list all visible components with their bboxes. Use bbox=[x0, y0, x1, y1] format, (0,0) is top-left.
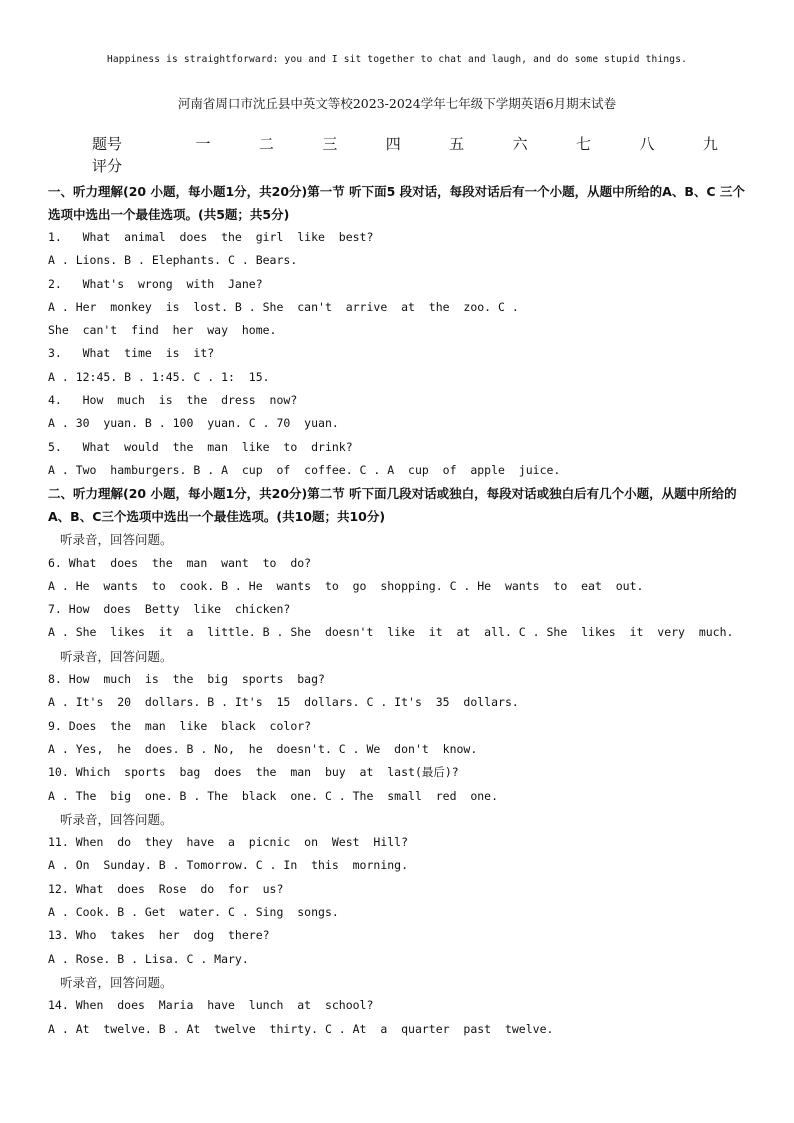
question-line: A . She likes it a little. B . She doesn't like it at all. C . She likes it very much. bbox=[48, 625, 734, 640]
question-line: 14. When does Maria have lunch at school? bbox=[48, 998, 374, 1013]
column-7: 七 bbox=[576, 134, 592, 153]
question-line: A . He wants to cook. B . He wants to go shopping. C . He wants to eat out. bbox=[48, 578, 644, 593]
column-2: 二 bbox=[258, 134, 274, 153]
score-row bbox=[92, 154, 742, 176]
column-6: 六 bbox=[512, 134, 528, 153]
question-line: 1. What animal does the girl like best? bbox=[48, 230, 374, 244]
section-1-questions bbox=[48, 226, 748, 482]
row-label: 题号 bbox=[92, 134, 123, 153]
question-line: A . Rose. B . Lisa. C . Mary. bbox=[48, 951, 249, 966]
question-line: 10. Which sports bag does the man buy at last(最后)? bbox=[48, 765, 459, 780]
exam-title: 河南省周口市沈丘县中英文等校2023-2024学年七年级下学期英语6月期末试卷 bbox=[177, 96, 617, 111]
column-4: 四 bbox=[385, 134, 401, 153]
question-line: A . It's 20 dollars. B . It's 15 dollars. C . It's 35 dollars. bbox=[48, 695, 519, 710]
question-line: 11. When do they have a picnic on West Hill? bbox=[48, 835, 409, 850]
question-line: 4. How much is the dress now? bbox=[48, 393, 298, 408]
question-line: A . Yes, he does. B . No, he doesn't. C . We don't know. bbox=[48, 741, 478, 756]
question-line: 12. What does Rose do for us? bbox=[48, 881, 284, 896]
page-motto: Happiness is straightforward: you and I sit together to chat and laugh, and do some stupid things. bbox=[106, 54, 688, 65]
question-line: 9. Does the man like black color? bbox=[48, 718, 312, 733]
question-line: A . Cook. B . Get water. C . Sing songs. bbox=[48, 905, 339, 920]
question-line: A . The big one. B . The black one. C . The small red one. bbox=[48, 788, 499, 803]
column-5: 五 bbox=[449, 134, 465, 153]
question-line: A . 12:45. B . 1:45. C . 1: 15. bbox=[48, 369, 270, 384]
question-line: A . At twelve. B . At twelve thirty. C . At a quarter past twelve. bbox=[48, 1021, 554, 1036]
question-line: 6. What does the man want to do? bbox=[48, 555, 312, 570]
question-group-3 bbox=[48, 831, 748, 971]
section-2-heading: 二、听力理解(20 小题，每小题1分，共20分)第二节 听下面几段对话或独白，每段对话或独白后有几个小题，从题中所给的A、B、C三个选项中选出一个最佳选项。(共10题；共10分) bbox=[48, 486, 737, 525]
question-line: 3. What time is it? bbox=[48, 346, 215, 361]
question-line: A . Her monkey is lost. B . She can't arrive at the zoo. C . bbox=[48, 299, 519, 314]
column-8: 八 bbox=[639, 134, 655, 153]
column-1: 一 bbox=[195, 134, 211, 153]
column-9: 九 bbox=[702, 134, 718, 153]
question-line: 5. What would the man like to drink? bbox=[48, 439, 353, 454]
question-line: A . Lions. B . Elephants. C . Bears. bbox=[48, 253, 298, 268]
column-3: 三 bbox=[322, 134, 338, 153]
question-line: A . On Sunday. B . Tomorrow. C . In this morning. bbox=[48, 858, 409, 873]
question-number-row bbox=[92, 132, 742, 154]
question-line: 8. How much is the big sports bag? bbox=[48, 672, 325, 687]
question-group-4 bbox=[48, 994, 748, 1041]
listening-instruction: 听录音，回答问题。 bbox=[60, 811, 173, 827]
question-line: She can't find her way home. bbox=[48, 323, 277, 338]
question-group-2 bbox=[48, 668, 748, 808]
question-group-1 bbox=[48, 552, 748, 645]
question-line: 7. How does Betty like chicken? bbox=[48, 602, 291, 617]
score-table bbox=[92, 132, 742, 176]
question-line: 13. Who takes her dog there? bbox=[48, 928, 270, 943]
exam-content bbox=[48, 180, 748, 1041]
section-1-heading: 一、听力理解(20 小题，每小题1分，共20分)第一节 听下面5 段对话，每段对话后有一个小题，从题中所给的A、B、C 三个选项中选出一个最佳选项。(共5题；共5分) bbox=[48, 184, 745, 222]
listening-instruction: 听录音，回答问题。 bbox=[60, 974, 173, 990]
listening-instruction: 听录音，回答问题。 bbox=[60, 648, 173, 664]
question-line: A . Two hamburgers. B . A cup of coffee. C . A cup of apple juice. bbox=[48, 462, 561, 477]
question-line: A . 30 yuan. B . 100 yuan. C . 70 yuan. bbox=[48, 416, 339, 431]
question-line: 2. What's wrong with Jane? bbox=[48, 276, 263, 291]
score-label: 评分 bbox=[92, 156, 123, 175]
listening-instruction: 听录音，回答问题。 bbox=[60, 532, 173, 548]
